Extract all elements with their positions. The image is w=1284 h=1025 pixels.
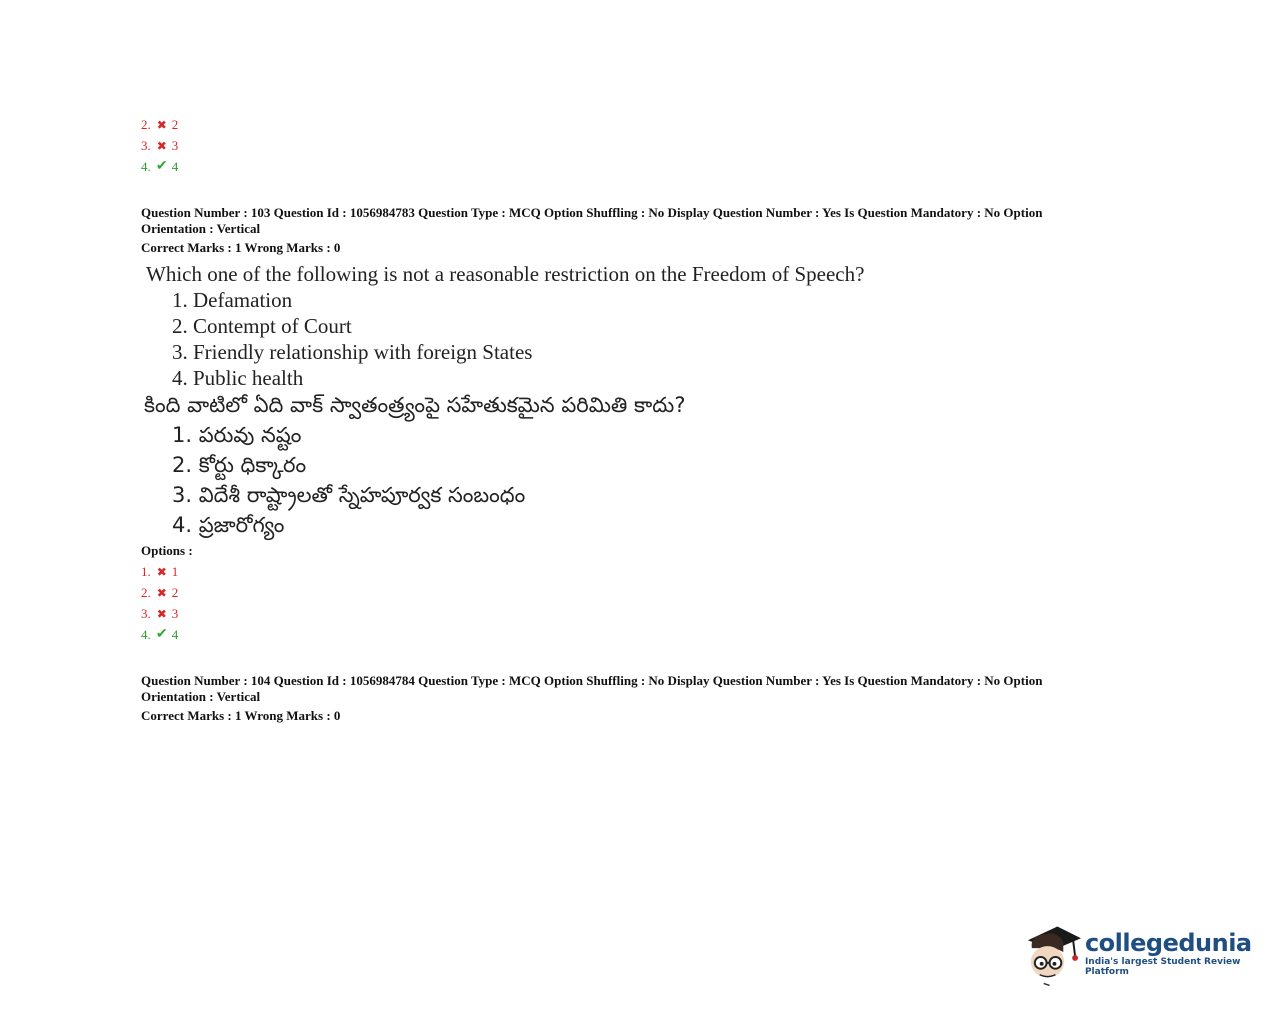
logo-tagline: India's largest Student Review Platform (1084, 957, 1241, 977)
logo-text (1085, 929, 1284, 977)
option-number: 2. (172, 453, 193, 477)
mascot-icon (1024, 918, 1083, 988)
option-value: 2 (171, 585, 179, 600)
option-text: పరువు నష్టం (198, 423, 302, 447)
question-104-meta (141, 673, 1151, 724)
option-text: Friendly relationship with foreign States (193, 340, 533, 364)
question-text-telugu: కింది వాటిలో ఏది వాక్ స్వాతంత్ర్యంపై సహేతుకమైన పరిమితి కాదు? (144, 393, 686, 417)
option-number: 1. (141, 564, 151, 579)
option-value: 3 (171, 138, 179, 153)
option-number: 3. (172, 340, 188, 364)
option-item (141, 584, 178, 602)
option-value: 4 (171, 159, 179, 174)
option-text: ప్రజారోగ్యం (198, 513, 285, 537)
option-text: Public health (193, 366, 304, 390)
option-number: 2. (141, 117, 151, 132)
collegedunia-logo (1024, 918, 1284, 988)
option-item (172, 339, 532, 365)
option-number: 4. (141, 627, 151, 642)
option-item (141, 116, 178, 134)
option-number: 3. (141, 138, 151, 153)
option-item (141, 626, 178, 644)
option-item (172, 480, 525, 510)
option-number: 4. (141, 159, 151, 174)
prev-options-list (141, 116, 178, 176)
option-item (141, 605, 178, 623)
option-text: Defamation (193, 288, 293, 312)
check-icon: ✔ (155, 627, 168, 642)
cross-icon: ✖ (156, 118, 167, 132)
option-item (172, 287, 532, 313)
answer-options-list (141, 563, 178, 644)
logo-name: collegedunia (1084, 929, 1252, 957)
question-text-english: Which one of the following is not a reasonable restriction on the Freedom of Speech? (146, 262, 865, 286)
telugu-options-list (172, 420, 525, 540)
cross-icon: ✖ (156, 607, 167, 621)
option-item (172, 420, 525, 450)
option-number: 1. (172, 288, 188, 312)
options-label: Options : (141, 543, 193, 558)
marks-line: Correct Marks : 1 Wrong Marks : 0 (141, 708, 341, 723)
option-value: 1 (171, 564, 179, 579)
option-number: 3. (141, 606, 151, 621)
marks-line: Correct Marks : 1 Wrong Marks : 0 (141, 240, 341, 255)
meta-line: Question Number : 103 Question Id : 1056984783 Question Type : MCQ Option Shuffling : No Display Question Number : Yes Is Question Mandatory : No Option (141, 205, 1043, 220)
option-number: 2. (172, 314, 188, 338)
option-text: Contempt of Court (193, 314, 352, 338)
option-text: విదేశీ రాష్ట్రాలతో స్నేహపూర్వక సంబంధం (198, 483, 526, 507)
option-number: 4. (172, 513, 193, 537)
option-item (172, 365, 532, 391)
option-item (172, 450, 525, 480)
meta-line: Question Number : 104 Question Id : 1056984784 Question Type : MCQ Option Shuffling : No Display Question Number : Yes Is Question Mandatory : No Option (141, 673, 1043, 688)
check-icon: ✔ (155, 159, 168, 174)
cross-icon: ✖ (156, 565, 167, 579)
question-103-meta (141, 205, 1151, 256)
option-number: 4. (172, 366, 188, 390)
meta-line: Orientation : Vertical (141, 689, 261, 704)
option-number: 1. (172, 423, 193, 447)
option-item (172, 313, 532, 339)
option-value: 4 (171, 627, 179, 642)
option-value: 3 (171, 606, 179, 621)
cross-icon: ✖ (156, 586, 167, 600)
meta-line: Orientation : Vertical (141, 221, 261, 236)
option-text: కోర్టు ధిక్కారం (198, 453, 307, 477)
option-number: 2. (141, 585, 151, 600)
option-item (141, 137, 178, 155)
option-item (172, 510, 525, 540)
option-value: 2 (171, 117, 179, 132)
option-item (141, 158, 178, 176)
english-options-list (172, 287, 532, 391)
cross-icon: ✖ (156, 139, 167, 153)
option-item (141, 563, 178, 581)
option-number: 3. (172, 483, 193, 507)
